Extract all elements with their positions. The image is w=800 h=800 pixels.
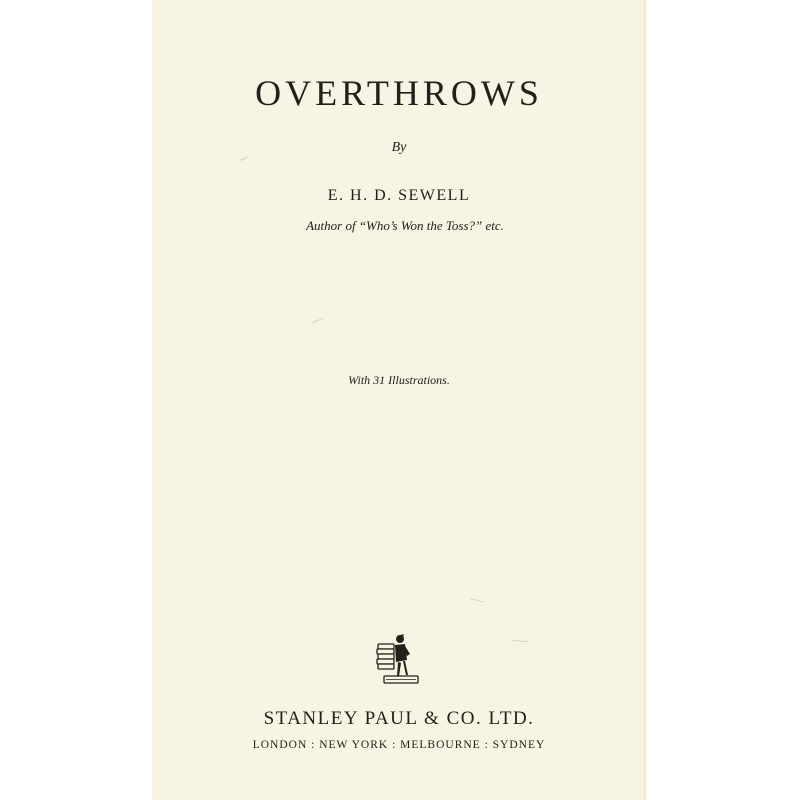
title-page [152, 0, 646, 800]
page-edge-shadow [643, 0, 646, 800]
paper-speck [312, 318, 324, 323]
paper-speck [512, 640, 528, 642]
author-name: E. H. D. SEWELL [327, 187, 471, 204]
publisher-locations: LONDON : NEW YORK : MELBOURNE : SYDNEY [252, 739, 546, 751]
by-line: By [391, 140, 407, 155]
book-title: OVERTHROWS [255, 73, 543, 113]
paper-speck [240, 156, 249, 161]
publisher-name: STANLEY PAUL & CO. LTD. [263, 708, 535, 729]
publisher-emblem-icon [374, 630, 426, 694]
author-previous-work: Author of “Who’s Won the Toss?” etc. [306, 218, 504, 233]
illustrations-note: With 31 Illustrations. [348, 373, 450, 387]
paper-speck [470, 598, 484, 603]
